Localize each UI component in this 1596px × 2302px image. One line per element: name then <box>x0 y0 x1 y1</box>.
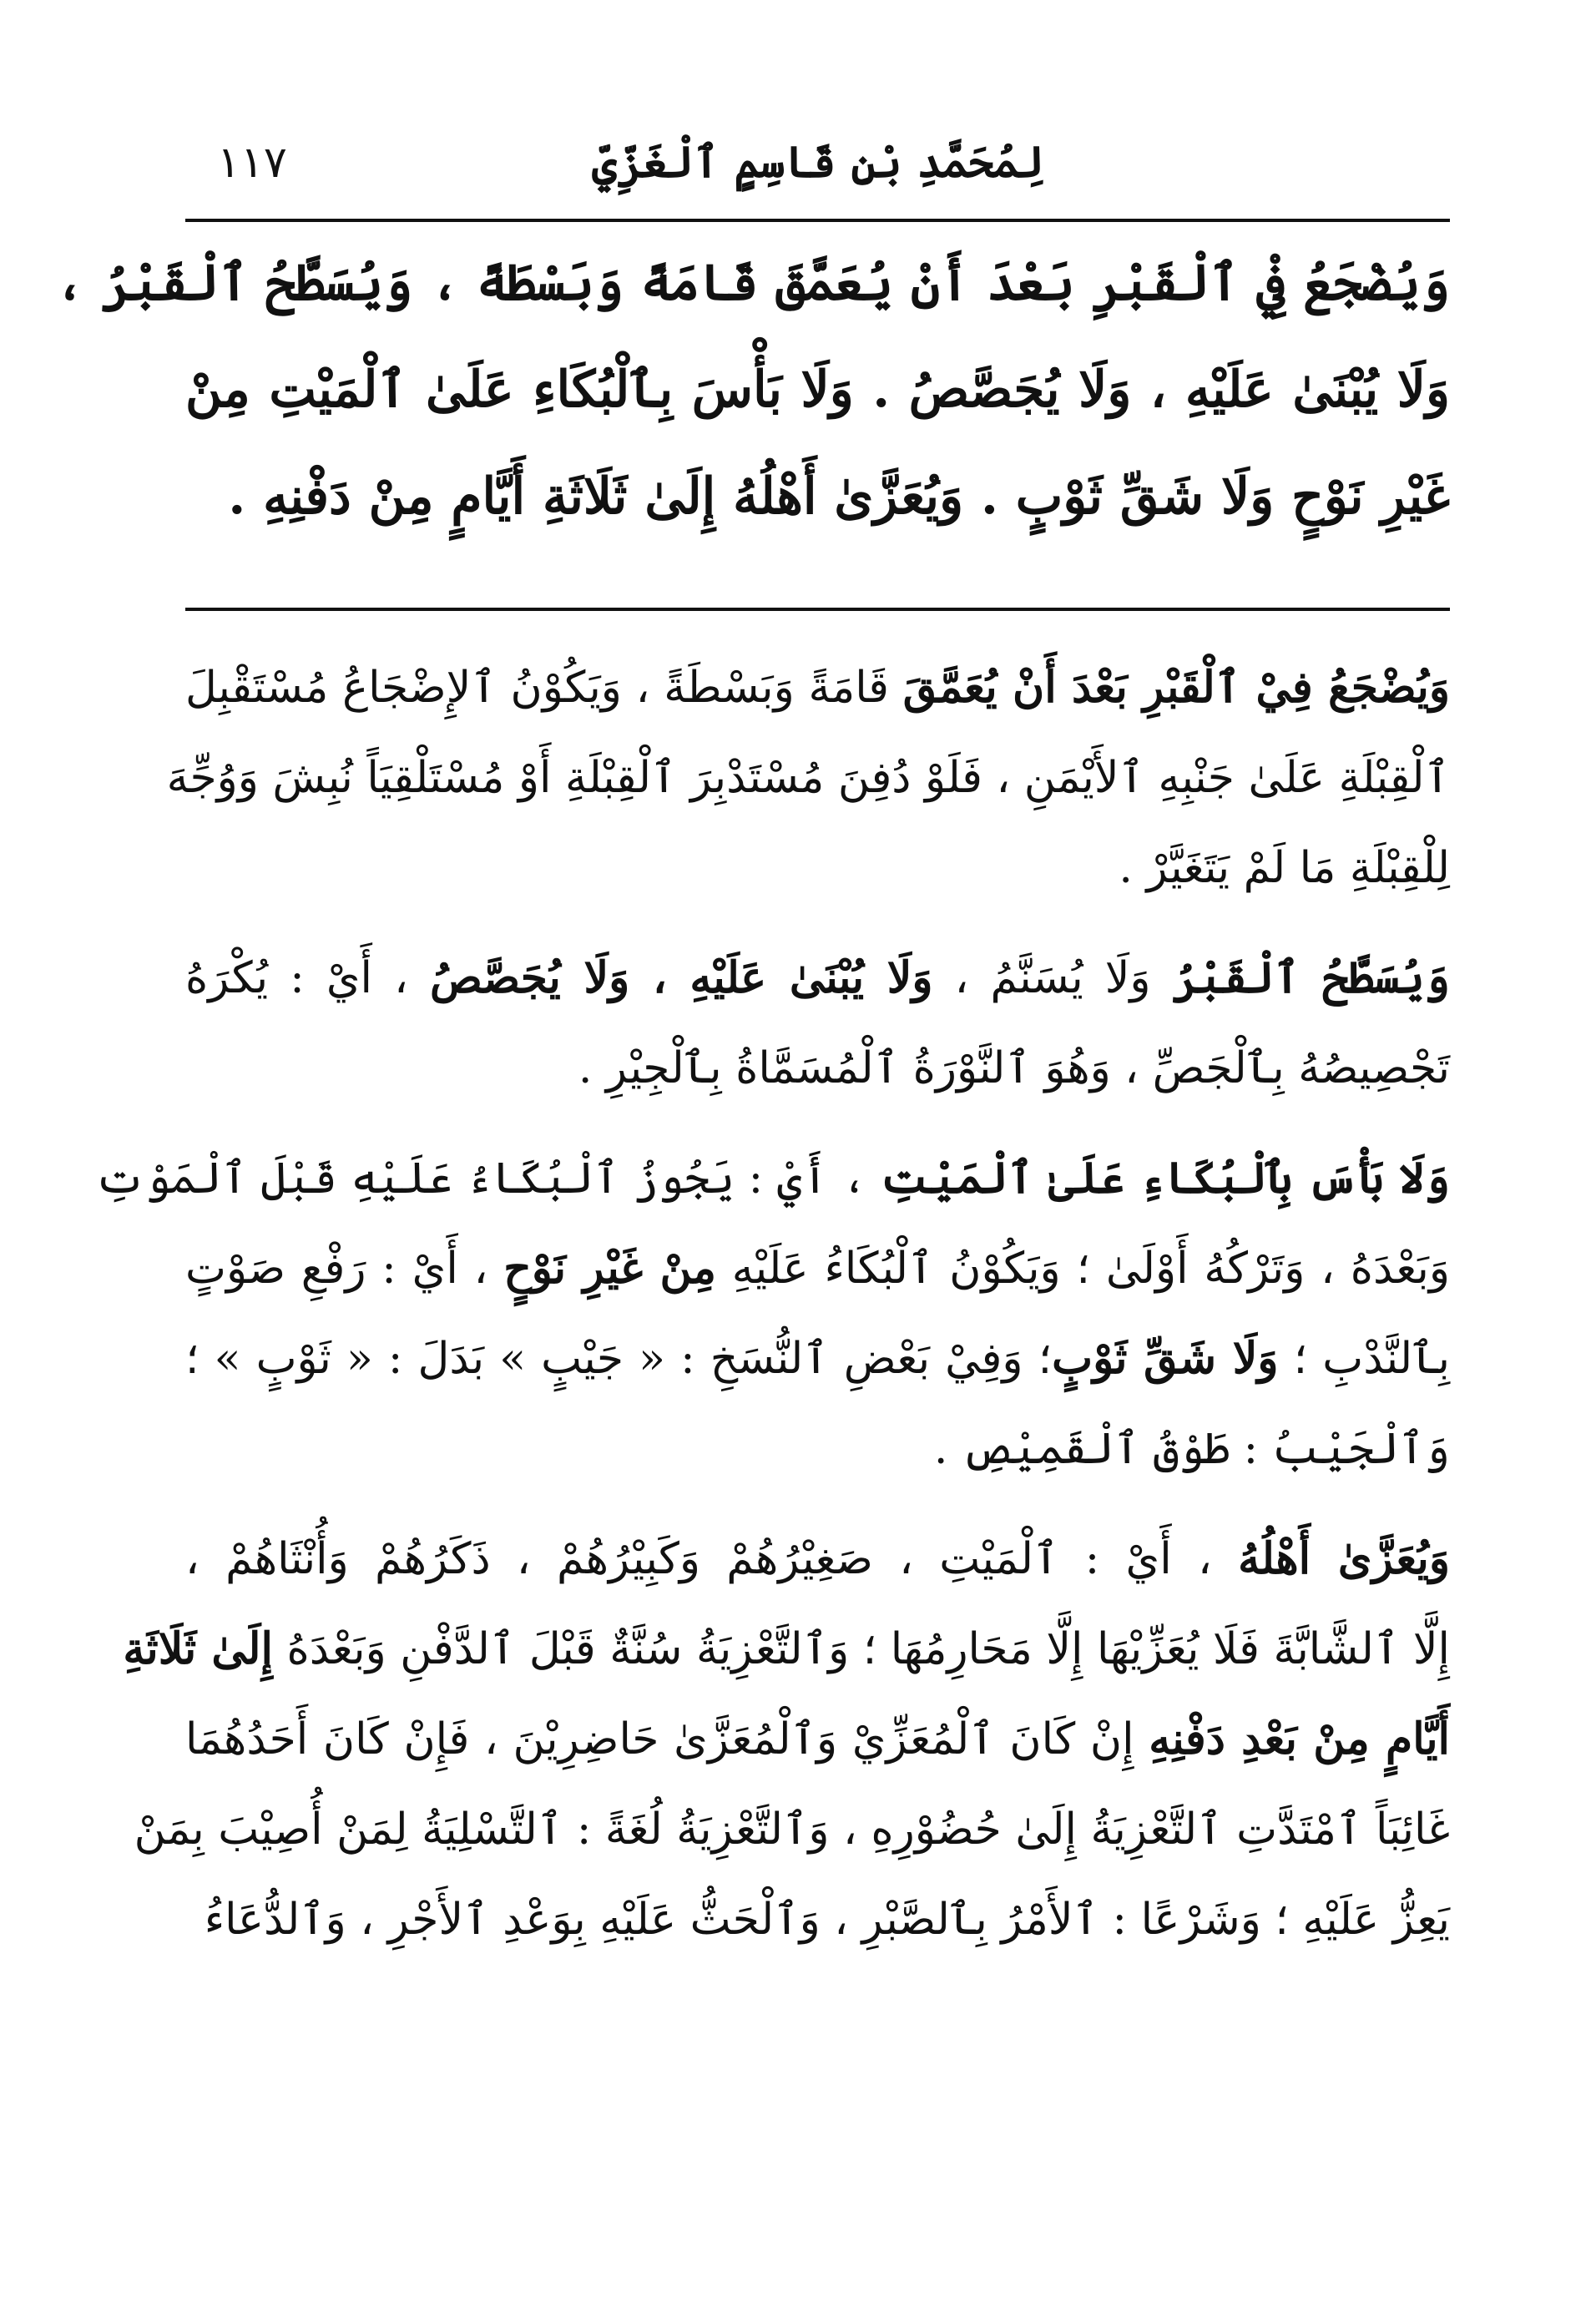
commentary-text: وَلَا يُسَنَّمُ ، <box>932 953 1173 1003</box>
header-divider <box>185 219 1450 222</box>
commentary-line <box>185 1224 1450 1314</box>
commentary-line <box>185 643 1450 733</box>
quoted-matn-text: وَيُضْجَعُ فِيْ ٱلْقَبْرِ بَعْدَ أَنْ يُعَمَّقَ <box>902 662 1450 713</box>
commentary-paragraph <box>123 1514 1450 1965</box>
commentary-line <box>123 1604 1450 1694</box>
matn-line: وَلَا يُبْنَىٰ عَلَيْهِ ، وَلَا يُجَصَّصُ . وَلَا بَأْسَ بِٱلْبُكَاءِ عَلَىٰ ٱلْمَيْتِ مِنْ <box>185 361 1450 419</box>
quoted-matn-text: وَلَا شَقِّ ثَوْبٍ <box>1052 1333 1279 1384</box>
commentary-text: وَٱلْجَيْبُ : طَوْقُ ٱلْقَمِيْصِ . <box>933 1424 1450 1474</box>
quoted-matn-text: وَلَا يُبْنَىٰ عَلَيْهِ ، وَلَا يُجَصَّصُ <box>429 952 933 1003</box>
commentary-text: ، أَيْ : يَجُوزُ ٱلْبُكَاءُ عَلَيْهِ قَبْلَ ٱلْمَوْتِ <box>94 1154 881 1204</box>
commentary-text: وَبَعْدَهُ ، وَتَرْكُهُ أَوْلَىٰ ؛ وَيَكُوْنُ ٱلْبُكَاءُ عَلَيْهِ <box>715 1244 1450 1294</box>
quoted-matn-text: وَلَا بَأْسَ بِٱلْبُكَاءِ عَلَىٰ ٱلْمَيْتِ <box>881 1153 1450 1204</box>
header-title: لِمُحَمَّدِ بْنِ قَاسِمٍ ٱلْغَزِّيِّ <box>592 137 1044 188</box>
commentary-paragraph <box>185 933 1450 1113</box>
commentary-paragraph <box>94 1133 1451 1494</box>
commentary-text: قَامَةً وَبَسْطَةً ، وَيَكُوْنُ ٱلإِضْجَاعُ مُسْتَقْبِلَ <box>185 663 903 713</box>
commentary-line <box>166 733 1450 823</box>
quoted-matn-text: أَيَّامٍ مِنْ بَعْدِ دَفْنِهِ <box>1149 1714 1450 1764</box>
page-number: ١١٧ <box>217 138 287 188</box>
matn-divider <box>185 608 1450 611</box>
commentary-line <box>185 1404 1450 1494</box>
commentary-line <box>185 933 1450 1023</box>
commentary-text: ، أَيْ : يُكْرَهُ <box>185 953 430 1003</box>
commentary-text: ٱلْقِبْلَةِ عَلَىٰ جَنْبِهِ ٱلأَيْمَنِ ، فَلَوْ دُفِنَ مُسْتَدْبِرَ ٱلْقِبْلَةِ أَوْ مُسْتَلْقِيَاً نُبِشَ وَوُجِّهَ <box>166 753 1450 803</box>
commentary-line <box>185 1514 1450 1604</box>
commentary-text: لِلْقِبْلَةِ مَا لَمْ يَتَغَيَّرْ . <box>1119 843 1450 893</box>
commentary-block <box>94 643 1451 1985</box>
running-header <box>184 117 1452 209</box>
commentary-text: يَعِزُّ عَلَيْهِ ؛ وَشَرْعًا : ٱلأَمْرُ بِٱلصَّبْرِ ، وَٱلْحَثُّ عَلَيْهِ بِوَعْدِ ٱلأَجْرِ ، وَٱلدُّعَاءُ <box>204 1895 1450 1945</box>
commentary-line <box>185 1875 1450 1965</box>
commentary-line <box>94 1133 1450 1224</box>
commentary-text: إِنْ كَانَ ٱلْمُعَزِّيْ وَٱلْمُعَزَّىٰ حَاضِرِيْنَ ، فَإِنْ كَانَ أَحَدُهُمَا <box>185 1714 1149 1764</box>
commentary-line <box>185 1023 1450 1113</box>
commentary-text: ، أَيْ : ٱلْمَيْتِ ، صَغِيْرُهُمْ وَكَبِيْرُهُمْ ، ذَكَرُهُمْ وَأُنْثَاهُمْ ، <box>185 1534 1239 1584</box>
commentary-paragraph <box>166 643 1450 913</box>
quoted-matn-text: وَيُعَزَّىٰ أَهْلُهُ <box>1238 1533 1450 1584</box>
matn-block <box>54 230 1450 550</box>
quoted-matn-text: وَيُسَطَّحُ ٱلْقَبْرُ <box>1172 952 1451 1003</box>
commentary-line <box>134 1785 1450 1875</box>
commentary-text: ؛ وَفِيْ بَعْضِ ٱلنُّسَخِ : « جَيْبٍ » بَدَلَ : « ثَوْبٍ » ؛ <box>185 1334 1053 1384</box>
commentary-text: ، أَيْ : رَفْعِ صَوْتٍ <box>185 1244 504 1294</box>
commentary-line <box>185 1694 1450 1785</box>
commentary-text: تَجْصِيصُهُ بِٱلْجَصِّ ، وَهُوَ ٱلنَّوْرَةُ ٱلْمُسَمَّاةُ بِٱلْجِيْرِ . <box>578 1043 1450 1093</box>
commentary-line <box>185 823 1450 913</box>
commentary-text: إِلَّا ٱلشَّابَّةَ فَلَا يُعَزِّيْهَا إِلَّا مَحَارِمُهَا ؛ وَٱلتَّعْزِيَةُ سُنَّةٌ قَبْلَ ٱلدَّفْنِ وَبَعْدَهُ <box>272 1624 1450 1674</box>
matn-line: غَيْرِ نَوْحٍ وَلَا شَقِّ ثَوْبٍ . وَيُعَزَّىٰ أَهْلُهُ إِلَىٰ ثَلَاثَةِ أَيَّامٍ مِنْ دَفْنِهِ . <box>228 467 1450 526</box>
commentary-line <box>185 1314 1450 1404</box>
quoted-matn-text: مِنْ غَيْرِ نَوْحٍ <box>503 1243 716 1294</box>
commentary-text: غَائِبَاً ٱمْتَدَّتِ ٱلتَّعْزِيَةُ إِلَىٰ حُضُوْرِهِ ، وَٱلتَّعْزِيَةُ لُغَةً : ٱلتَّسْلِيَةُ لِمَنْ أُصِيْبَ بِمَنْ <box>134 1805 1450 1855</box>
matn-line: وَيُضْجَعُ فِيْ ٱلْقَبْرِ بَعْدَ أَنْ يُعَمَّقَ قَامَةً وَبَسْطَةً ، وَيُسَطَّحُ ٱلْقَبْرُ ، <box>54 254 1450 312</box>
quoted-matn-text: إِلَىٰ ثَلَاثَةِ <box>123 1623 273 1674</box>
commentary-text: بِٱلنَّدْبِ ؛ <box>1278 1334 1451 1384</box>
